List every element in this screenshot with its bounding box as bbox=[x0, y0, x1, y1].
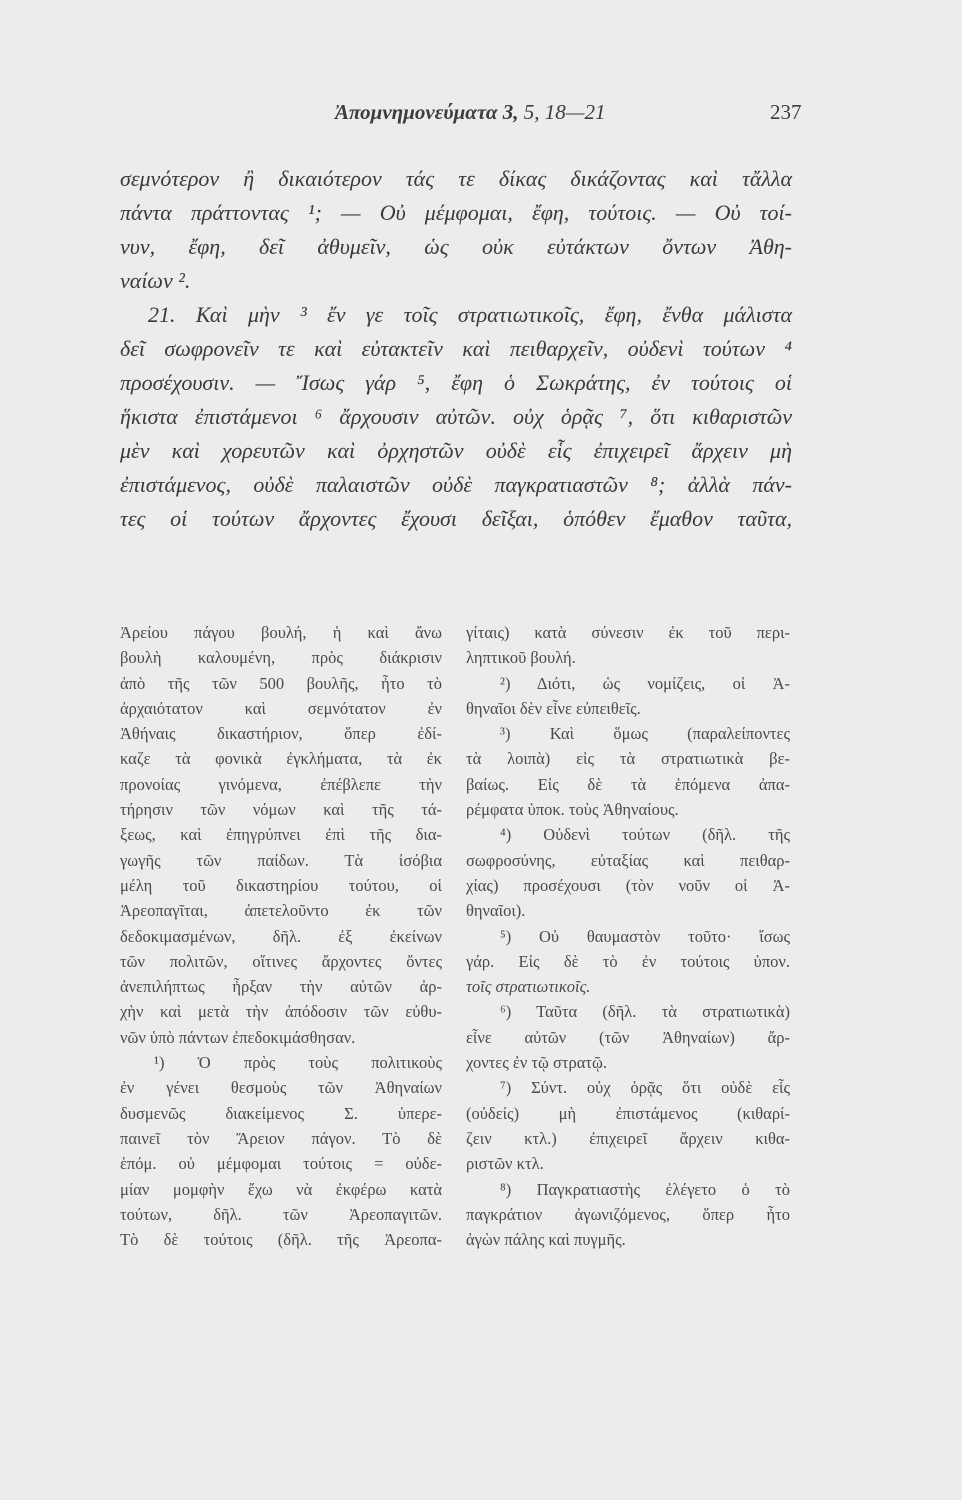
text-line: ναίων ². bbox=[120, 268, 191, 293]
footnote-line: μίαν μομφὴν ἔχω νὰ ἐκφέρω κατὰ bbox=[120, 1179, 442, 1199]
footnote-line: ληπτικοῦ βουλή. bbox=[466, 648, 576, 668]
running-title bbox=[335, 100, 605, 125]
text-line: νυν, ἔφη, δεῖ ἀθυμεῖν, ὡς οὐκ εὐτάκτων ὄντων Ἀθη- bbox=[120, 234, 792, 259]
footnote-line: βουλὴ καλουμένη, πρὸς διάκρισιν bbox=[120, 648, 442, 668]
footnote-line: γωγῆς τῶν παίδων. Τὰ ἰσόβια bbox=[120, 850, 442, 870]
footnote-line: γίταις) κατὰ σύνεσιν ἐκ τοῦ περι- bbox=[466, 623, 790, 642]
text-line: δεῖ σωφρονεῖν τε καὶ εὐτακτεῖν καὶ πειθαρχεῖν, οὐδενὶ τούτων ⁴ bbox=[120, 336, 792, 361]
page-number: 237 bbox=[770, 100, 802, 124]
footnote-line: μέλη τοῦ δικαστηρίου τούτου, οἱ bbox=[120, 875, 442, 895]
footnote-line: θηναῖοι δὲν εἶνε εὐπειθεῖς. bbox=[466, 698, 641, 718]
footnote-4-start: ⁴) Οὐδενὶ τούτων (δῆλ. τῆς bbox=[500, 825, 790, 845]
footnote-line: Τὸ δὲ τούτοις (δῆλ. τῆς Ἀρεοπα- bbox=[120, 1230, 442, 1250]
running-header bbox=[0, 100, 962, 130]
footnote-1-start: ¹) Ὁ πρὸς τοὺς πολιτικοὺς bbox=[154, 1053, 442, 1073]
footnote-line: βαίως. Εἰς δὲ τὰ ἑπόμενα ἀπα- bbox=[466, 774, 790, 794]
footnote-line: ρέμφατα ὑποκ. τοὺς Ἀθηναίους. bbox=[466, 800, 679, 820]
footnote-line: τοῖς στρατιωτικοῖς. bbox=[466, 977, 591, 997]
footnote-line: ἀνεπιλήπτως ἦρξαν τὴν αὐτῶν ἀρ- bbox=[120, 977, 442, 997]
footnote-line: ζειν κτλ.) ἐπιχειρεῖ ἄρχειν κιθα- bbox=[466, 1128, 790, 1148]
running-title-section: 5, 18—21 bbox=[518, 100, 606, 124]
footnote-8-start: ⁸) Παγκρατιαστὴς ἐλέγετο ὁ τὸ bbox=[500, 1179, 790, 1199]
footnote-7-start: ⁷) Σύντ. οὐχ ὁρᾷς ὅτι οὐδὲ εἷς bbox=[500, 1078, 790, 1098]
footnote-line: δυσμενῶς διακείμενος Σ. ὑπερε- bbox=[120, 1103, 442, 1123]
footnote-line: τὰ λοιπὰ) εἰς τὰ στρατιωτικὰ βε- bbox=[466, 749, 790, 769]
footnote-line: προνοίας γινόμενα, ἐπέβλεπε τὴν bbox=[120, 774, 442, 794]
footnote-line: παινεῖ τὸν Ἄρειον πάγον. Τὸ δὲ bbox=[120, 1128, 442, 1148]
footnote-line: ἀρχαιότατον καὶ σεμνότατον ἐν bbox=[120, 698, 442, 718]
footnote-line: τήρησιν τῶν νόμων καὶ τῆς τά- bbox=[120, 800, 442, 820]
footnote-line: νῶν ὑπὸ πάντων ἐπεδοκιμάσθησαν. bbox=[120, 1027, 356, 1047]
footnote-line: δεδοκιμασμένων, δῆλ. ἐξ ἐκείνων bbox=[120, 926, 442, 946]
text-line: μὲν καὶ χορευτῶν καὶ ὀρχηστῶν οὐδὲ εἷς ἐπιχειρεῖ ἄρχειν μὴ bbox=[120, 438, 792, 463]
footnote-line: σωφροσύνης, εὐταξίας καὶ πειθαρ- bbox=[466, 850, 790, 870]
footnote-line: ἀπὸ τῆς τῶν 500 βουλῆς, ἦτο τὸ bbox=[120, 673, 442, 693]
footnote-line: χοντες ἐν τῷ στρατῷ. bbox=[466, 1053, 608, 1073]
text-line: ἥκιστα ἐπιστάμενοι ⁶ ἄρχουσιν αὐτῶν. οὐχ ὁρᾷς ⁷, ὅτι κιθαριστῶν bbox=[120, 404, 792, 429]
footnote-line: ἑπόμ. οὐ μέμφομαι τούτοις = οὐδε- bbox=[120, 1154, 442, 1174]
footnote-line: τῶν πολιτῶν, οἵτινες ἄρχοντες ὄντες bbox=[120, 951, 442, 971]
footnote-2-start: ²) Διότι, ὡς νομίζεις, οἱ Ἀ- bbox=[500, 673, 790, 693]
main-greek-text bbox=[120, 162, 792, 536]
footnote-line: Ἀρεοπαγῖται, ἀπετελοῦντο ἐκ τῶν bbox=[120, 901, 442, 921]
footnote-line: παγκράτιον ἀγωνιζόμενος, ὅπερ ἦτο bbox=[466, 1204, 790, 1224]
footnote-line: εἶνε αὐτῶν (τῶν Ἀθηναίων) ἄρ- bbox=[466, 1027, 790, 1047]
footnotes-right-column bbox=[466, 620, 790, 1252]
footnotes-left-column bbox=[120, 620, 442, 1252]
footnote-line: ξεως, καὶ ἐπηγρύπνει ἐπὶ τῆς δια- bbox=[120, 825, 442, 845]
footnote-line: ἐν γένει θεσμοὺς τῶν Ἀθηναίων bbox=[120, 1078, 442, 1098]
running-title-work: Ἀπομνημονεύματα 3, bbox=[335, 100, 519, 124]
footnote-line: Ἀθήναις δικαστήριον, ὅπερ ἐδί- bbox=[120, 724, 442, 744]
footnote-line: γάρ. Εἰς δὲ τὸ ἐν τούτοις ὑπον. bbox=[466, 951, 790, 971]
footnote-line: (οὐδείς) μὴ ἐπιστάμενος (κιθαρί- bbox=[466, 1103, 790, 1123]
footnote-line: τούτων, δῆλ. τῶν Ἀρεοπαγιτῶν. bbox=[120, 1204, 442, 1224]
footnote-line: χίας) προσέχουσι (τὸν νοῦν οἱ Ἀ- bbox=[466, 875, 790, 895]
footnote-5-start: ⁵) Οὐ θαυμαστὸν τοῦτο· ἴσως bbox=[500, 926, 790, 946]
footnote-line: ριστῶν κτλ. bbox=[466, 1154, 544, 1174]
text-line: πάντα πράττοντας ¹; — Οὐ μέμφομαι, ἔφη, τούτοις. — Οὐ τοί- bbox=[120, 200, 792, 225]
text-line: σεμνότερον ἢ δικαιότερον τάς τε δίκας δικάζοντας καὶ τἄλλα bbox=[120, 166, 792, 191]
footnote-line: χὴν καὶ μετὰ τὴν ἀπόδοσιν τῶν εὐθυ- bbox=[120, 1002, 442, 1022]
footnote-line: καζε τὰ φονικὰ ἐγκλήματα, τὰ ἐκ bbox=[120, 749, 442, 769]
footnote-line: θηναῖοι). bbox=[466, 901, 526, 921]
footnote-6-start: ⁶) Ταῦτα (δῆλ. τὰ στρατιωτικὰ) bbox=[500, 1002, 790, 1022]
text-line: ἐπιστάμενος, οὐδὲ παλαιστῶν οὐδὲ παγκρατιαστῶν ⁸; ἀλλὰ πάν- bbox=[120, 472, 792, 497]
section-21-start: 21. Καὶ μὴν ³ ἔν γε τοῖς στρατιωτικοῖς, ἔφη, ἔνθα μάλιστα bbox=[148, 302, 792, 327]
footnote-line: ἀγὼν πάλης καὶ πυγμῆς. bbox=[466, 1230, 626, 1250]
text-line: τες οἱ τούτων ἄρχοντες ἔχουσι δεῖξαι, ὁπόθεν ἔμαθον ταῦτα, bbox=[120, 506, 792, 531]
text-line: προσέχουσιν. — Ἴσως γάρ ⁵, ἔφη ὁ Σωκράτης, ἐν τούτοις οἱ bbox=[120, 370, 792, 395]
footnote-3-start: ³) Καὶ ὅμως (παραλείποντες bbox=[500, 724, 790, 744]
footnote-line: Ἀρείου πάγου βουλή, ἡ καὶ ἄνω bbox=[120, 623, 442, 642]
